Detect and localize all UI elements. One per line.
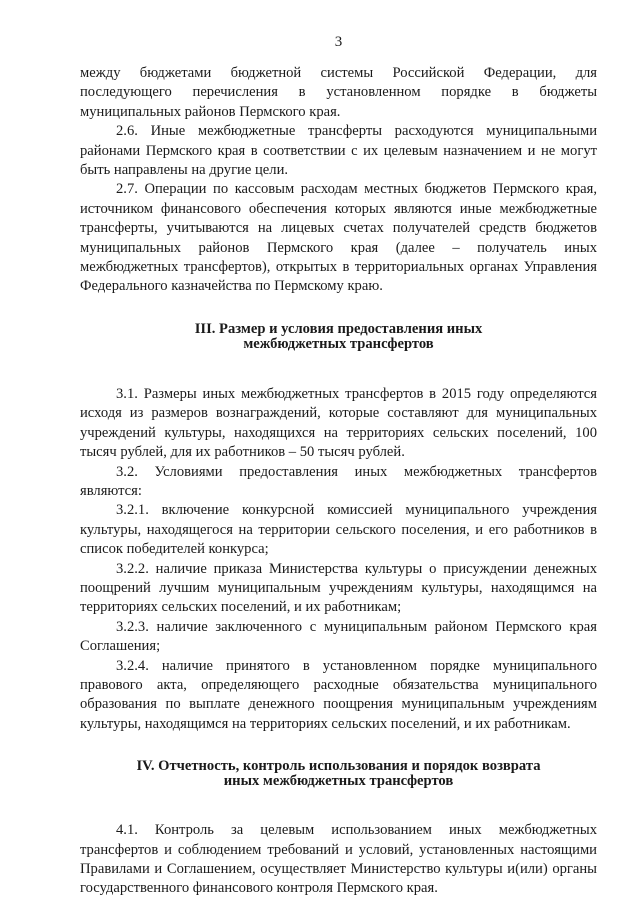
paragraph-3-1: 3.1. Размеры иных межбюджетных трансфертов в 2015 году определяются исходя из размеров вознаграждений, которые составляют для муниципальных учреждений культуры, находящихся на территориях сельских поселений, 100 тысяч рублей, для их работников – 50 тысяч рублей. [80,385,597,461]
section-4-heading-line1: IV. Отчетность, контроль использования и порядок возврата [136,758,541,775]
paragraph-3-2-2: 3.2.2. наличие приказа Министерства культуры о присуждении денежных поощрений лучшим муниципальным учреждениям культуры, находящимся на территориях сельских поселений, и их работникам; [80,560,597,616]
paragraph-3-2: 3.2. Условиями предоставления иных межбюджетных трансфертов являются: [80,463,597,499]
paragraph-2-7: 2.7. Операции по кассовым расходам местных бюджетов Пермского края, источником финансового обеспечения которых являются иные межбюджетные трансферты, учитываются на лицевых счетах получателей средств бюджетов муниципальных районов Пермского края (далее – получатель иных межбюджетных трансфертов), открытых в территориальных органах Управления Федерального казначейства по Пермскому краю. [80,181,597,295]
section-3-heading [80,322,597,352]
section-3-heading-line2: межбюджетных трансфертов [243,335,434,352]
paragraph-3-2-1: 3.2.1. включение конкурсной комиссией муниципального учреждения культуры, находящегося на территории сельского поселения, и его работников в список победителей конкурса; [80,502,597,558]
paragraph-4-1: 4.1. Контроль за целевым использованием иных межбюджетных трансфертов и соблюдением требований и условий, установленных настоящими Правилами и Соглашением, осуществляет Министерство культуры и(или) органы государственного финансового контроля Пермского края. [80,822,597,897]
document-page [80,0,597,905]
paragraph-3-2-3: 3.2.3. наличие заключенного с муниципальным районом Пермского края Соглашения; [80,618,597,655]
page-number: 3 [334,34,343,50]
paragraph-continuation: между бюджетами бюджетной системы Российской Федерации, для последующего перечисления в установленном порядке в бюджеты муниципальных районов Пермского края. [80,65,597,120]
paragraph-2-6: 2.6. Иные межбюджетные трансферты расходуются муниципальными районами Пермского края в соответствии с их целевым назначением и не могут быть направлены на другие цели. [80,123,597,179]
section-4-heading-line2: иных межбюджетных трансфертов [223,773,454,790]
section-3-heading-line1: III. Размер и условия предоставления иных [194,320,483,337]
paragraph-3-2-4: 3.2.4. наличие принятого в установленном порядке муниципального правового акта, определяющего расходные обязательства муниципального образования по выплате денежного поощрения муниципальным учреждениям культуры, находящимся на территориях сельских поселений, и их работникам. [80,657,597,732]
document-body [80,64,597,899]
section-4-heading [80,759,597,789]
